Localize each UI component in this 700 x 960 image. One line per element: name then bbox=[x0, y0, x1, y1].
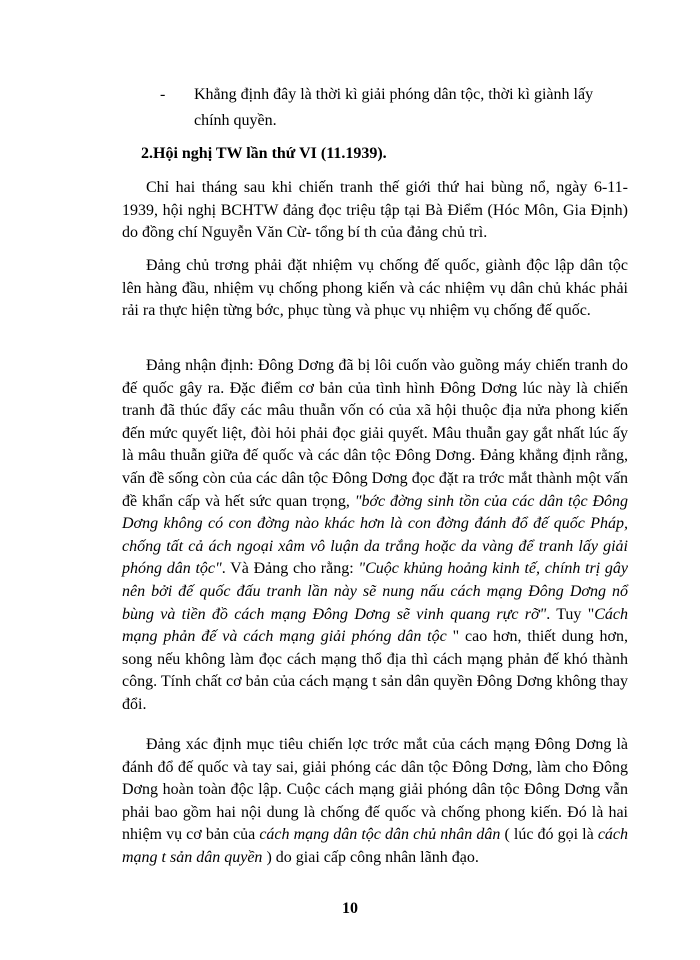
bullet-dash: - bbox=[160, 86, 166, 103]
paragraph-3-quote-3: Cách mạng phản đế và cách mạng giải phóng dân tộc bbox=[122, 605, 629, 646]
paragraph-3-text-1: Đảng nhận định: Đông Dơng đã bị lôi cuốn vào guồng máy chiến tranh do đế quốc gây ra. Đặc điểm cơ bản của tình hình Đông Dơng lúc này là chiến tranh đã thúc đẩy các mâu thuẫn vốn có của xã hội thuộc địa nửa phong kiến đến mức quyết liệt, đòi hỏi phải đọc giải quyết. Mâu thuẫn gay gắt nhất lúc ấy là mâu thuẫn giữa đế quốc và các dân tộc Đông Dơng. Đảng khẳng định rằng, vấn đề sống còn của các dân tộc Đông Dơng đọc đặt ra trớc mắt thành một vấn đề khẩn cấp và hết sức quan trọng, bbox=[122, 357, 628, 510]
page-number: 10 bbox=[342, 900, 358, 917]
paragraph-2-text: Đảng chủ trơng phải đặt nhiệm vụ chống đế quốc, giành độc lập dân tộc lên hàng đầu, nhiệm vụ chống phong kiến và các nhiệm vụ dân chủ khác phải rải ra thực hiện từng bớc, phục tùng và phục vụ nhiệm vụ chống đế quốc. bbox=[122, 257, 628, 320]
paragraph-3-text-3: . Tuy " bbox=[546, 605, 595, 623]
paragraph-3-text-4: " cao hơn, thiết dung hơn, song nếu không làm đọc cách mạng thổ địa thì cách mạng phản đế khó thành công. Tính chất cơ bản của cách mạng t sản dân quyền Đông Dơng không thay đổi. bbox=[122, 628, 629, 713]
paragraph-3-quote-1: "bớc đờng sinh tồn của các dân tộc Đông Dơng không có con đờng nào khác hơn là con đờng đánh đổ đế quốc Pháp, chống tất cả ách ngoại xâm vô luận da trắng hoặc da vàng để tranh lấy giải phóng dân tộc" bbox=[122, 492, 628, 578]
paragraph-4-text-1: Đảng xác định mục tiêu chiến lợc trớc mắt của cách mạng Đông Dơng là đánh đổ đế quốc và tay sai, giải phóng các dân tộc Đông Dơng, làm cho Đông Dơng hoàn toàn độc lập. Cuộc cách mạng giải phóng dân tộc Đông Dơng vẫn phải bao gồm hai nội dung là chống đế quốc và chống phong kiến. Đó là hai nhiệm vụ cơ bản của bbox=[122, 736, 628, 844]
paragraph-4 bbox=[122, 734, 628, 870]
paragraph-4-quote-2: cách mạng t sản dân quyền bbox=[122, 826, 629, 866]
paragraph-3 bbox=[122, 355, 628, 717]
paragraph-1-text: Chỉ hai tháng sau khi chiến tranh thế giới thứ hai bùng nổ, ngày 6-11-1939, hội nghị BCHTW đảng đọc triệu tập tại Bà Điểm (Hóc Môn, Gia Định) do đồng chí Nguyễn Văn Cừ- tổng bí th của đảng chủ trì. bbox=[122, 179, 628, 242]
section-heading: 2.Hội nghị TW lần thứ VI (11.1939). bbox=[141, 145, 387, 162]
paragraph-4-text-2: ( lúc đó gọi là bbox=[500, 826, 598, 844]
paragraph-1 bbox=[122, 177, 628, 245]
paragraph-2 bbox=[122, 255, 628, 323]
paragraph-3-text-2: . Và Đảng cho rằng: bbox=[221, 560, 359, 578]
paragraph-4-text-3: ) do giai cấp công nhân lãnh đạo. bbox=[262, 848, 479, 866]
paragraph-3-quote-2: "Cuộc khủng hoảng kinh tế, chính trị gây nên bởi đế quốc đấu tranh lần này sẽ nung nấu cách mạng Đông Dơng nổ bùng và tiền đồ cách mạng Đông Dơng sẽ vinh quang rực rỡ" bbox=[122, 560, 628, 623]
bullet-item bbox=[160, 82, 630, 134]
bullet-text: Khẳng định đây là thời kì giải phóng dân tộc, thời kì giành lấy chính quyền. bbox=[194, 86, 594, 129]
paragraph-4-quote-1: cách mạng dân tộc dân chủ nhân dân bbox=[259, 826, 501, 844]
